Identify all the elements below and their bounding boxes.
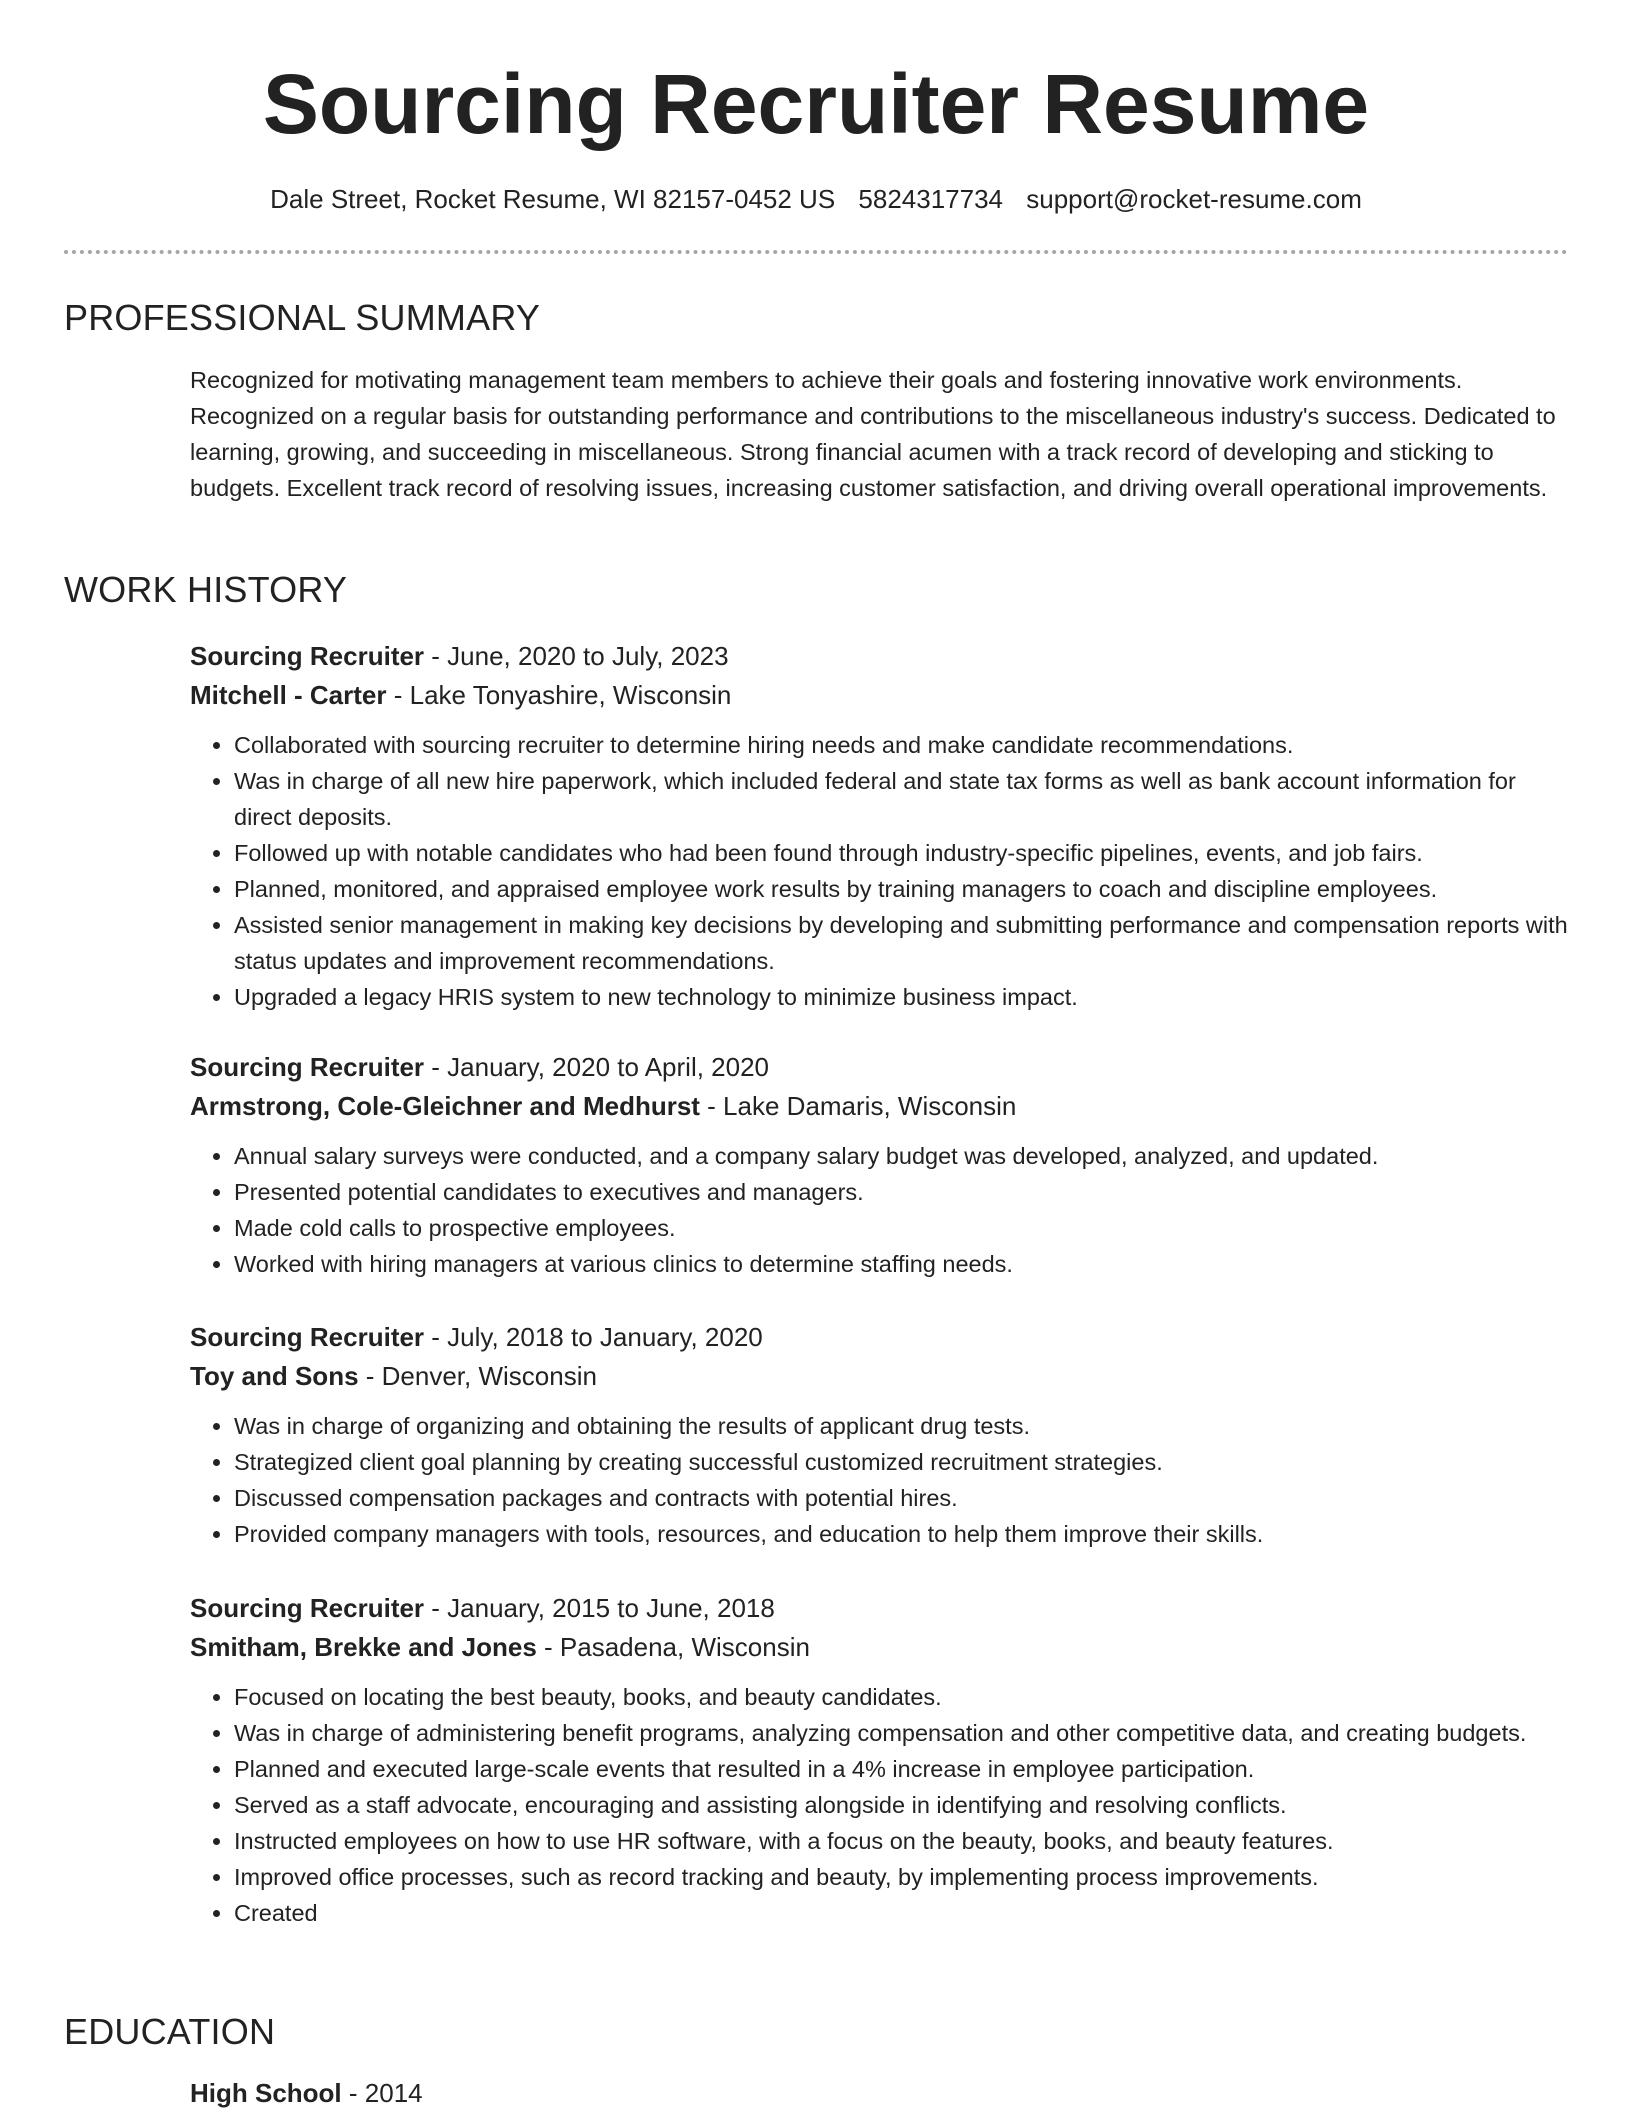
contact-address: Dale Street, Rocket Resume, WI 82157-0452 US <box>270 184 836 214</box>
job-title: Sourcing Recruiter <box>190 1052 425 1082</box>
job-entry <box>190 1318 1568 1552</box>
job-location: - Lake Damaris, Wisconsin <box>699 1091 1017 1121</box>
bullet-item: • Collaborated with sourcing recruiter to determine hiring needs and make candidate recommendations. <box>234 727 1568 763</box>
job-entry <box>190 1589 1568 1931</box>
job-company: Mitchell - Carter <box>190 680 387 710</box>
summary-heading: PROFESSIONAL SUMMARY <box>64 297 541 338</box>
bullet-item: • Improved office processes, such as record tracking and beauty, by implementing process improvements. <box>234 1859 1568 1895</box>
bullet-item: • Strategized client goal planning by creating successful customized recruitment strategies. <box>234 1444 1568 1480</box>
bullet-item: • Instructed employees on how to use HR software, with a focus on the beauty, books, and beauty features. <box>234 1823 1568 1859</box>
job-title-line <box>190 637 1568 676</box>
job-dates: - January, 2020 to April, 2020 <box>424 1052 770 1082</box>
header-divider <box>64 250 1568 254</box>
bullet-item: • Worked with hiring managers at various clinics to determine staffing needs. <box>234 1246 1568 1282</box>
job-bullets <box>190 727 1568 1015</box>
job-bullets <box>190 1679 1568 1931</box>
job-dates: - July, 2018 to January, 2020 <box>424 1322 763 1352</box>
job-location: - Denver, Wisconsin <box>358 1361 597 1391</box>
bullet-item: • Was in charge of organizing and obtaining the results of applicant drug tests. <box>234 1408 1568 1444</box>
resume-title: Sourcing Recruiter Resume <box>262 57 1370 151</box>
job-company-line <box>190 1357 1568 1396</box>
job-title-line <box>190 1048 1568 1087</box>
bullet-item: • Planned and executed large-scale events that resulted in a 4% increase in employee participation. <box>234 1751 1568 1787</box>
bullet-item: • Made cold calls to prospective employees. <box>234 1210 1568 1246</box>
bullet-item: • Was in charge of administering benefit programs, analyzing compensation and other competitive data, and creating budgets. <box>234 1715 1568 1751</box>
bullet-item: • Created <box>234 1895 1568 1931</box>
education-entry <box>190 2074 423 2113</box>
bullet-item: • Provided company managers with tools, resources, and education to help them improve their skills. <box>234 1516 1568 1552</box>
job-title: Sourcing Recruiter <box>190 1593 425 1623</box>
contact-email: support@rocket-resume.com <box>1026 184 1362 214</box>
education-degree: High School <box>190 2078 342 2108</box>
bullet-item: • Served as a staff advocate, encouraging and assisting alongside in identifying and resolving conflicts. <box>234 1787 1568 1823</box>
job-title-line <box>190 1589 1568 1628</box>
job-company: Toy and Sons <box>190 1361 359 1391</box>
summary-text: Recognized for motivating management team members to achieve their goals and fostering innovative work environments. Recognized on a regular basis for outstanding performance and contributions to the miscellaneous industry's success. Dedicated to learning, growing, and succeeding in miscellaneous. Strong financial acumen with a track record of developing and sticking to budgets. Excellent track record of resolving issues, increasing customer satisfaction, and driving overall operational improvements. <box>190 367 1556 501</box>
bullet-item: • Focused on locating the best beauty, books, and beauty candidates. <box>234 1679 1568 1715</box>
bullet-item: • Planned, monitored, and appraised employee work results by training managers to coach and discipline employees. <box>234 871 1568 907</box>
bullet-item: • Was in charge of all new hire paperwork, which included federal and state tax forms as well as bank account information for direct deposits. <box>234 763 1568 835</box>
education-year: - 2014 <box>341 2078 423 2108</box>
job-title: Sourcing Recruiter <box>190 641 425 671</box>
bullet-item: • Followed up with notable candidates who had been found through industry-specific pipelines, events, and job fairs. <box>234 835 1568 871</box>
job-entry <box>190 1048 1568 1282</box>
job-dates: - June, 2020 to July, 2023 <box>424 641 729 671</box>
bullet-item: • Presented potential candidates to executives and managers. <box>234 1174 1568 1210</box>
contact-phone: 5824317734 <box>858 184 1004 214</box>
job-company: Armstrong, Cole-Gleichner and Medhurst <box>190 1091 700 1121</box>
job-dates: - January, 2015 to June, 2018 <box>424 1593 775 1623</box>
bullet-item: • Annual salary surveys were conducted, and a company salary budget was developed, analyzed, and updated. <box>234 1138 1568 1174</box>
work-history-heading: WORK HISTORY <box>64 569 348 610</box>
job-title-line <box>190 1318 1568 1357</box>
bullet-item: • Assisted senior management in making key decisions by developing and submitting performance and compensation reports with status updates and improvement recommendations. <box>234 907 1568 979</box>
education-heading: EDUCATION <box>64 2011 276 2052</box>
job-company-line <box>190 1087 1568 1126</box>
job-bullets <box>190 1138 1568 1282</box>
job-company-line <box>190 1628 1568 1667</box>
bullet-item: • Discussed compensation packages and contracts with potential hires. <box>234 1480 1568 1516</box>
job-bullets <box>190 1408 1568 1552</box>
job-entry <box>190 637 1568 1015</box>
job-company-line <box>190 676 1568 715</box>
bullet-item: • Upgraded a legacy HRIS system to new technology to minimize business impact. <box>234 979 1568 1015</box>
job-location: - Pasadena, Wisconsin <box>536 1632 810 1662</box>
job-title: Sourcing Recruiter <box>190 1322 425 1352</box>
contact-line <box>64 180 1568 218</box>
job-company: Smitham, Brekke and Jones <box>190 1632 537 1662</box>
job-location: - Lake Tonyashire, Wisconsin <box>386 680 732 710</box>
